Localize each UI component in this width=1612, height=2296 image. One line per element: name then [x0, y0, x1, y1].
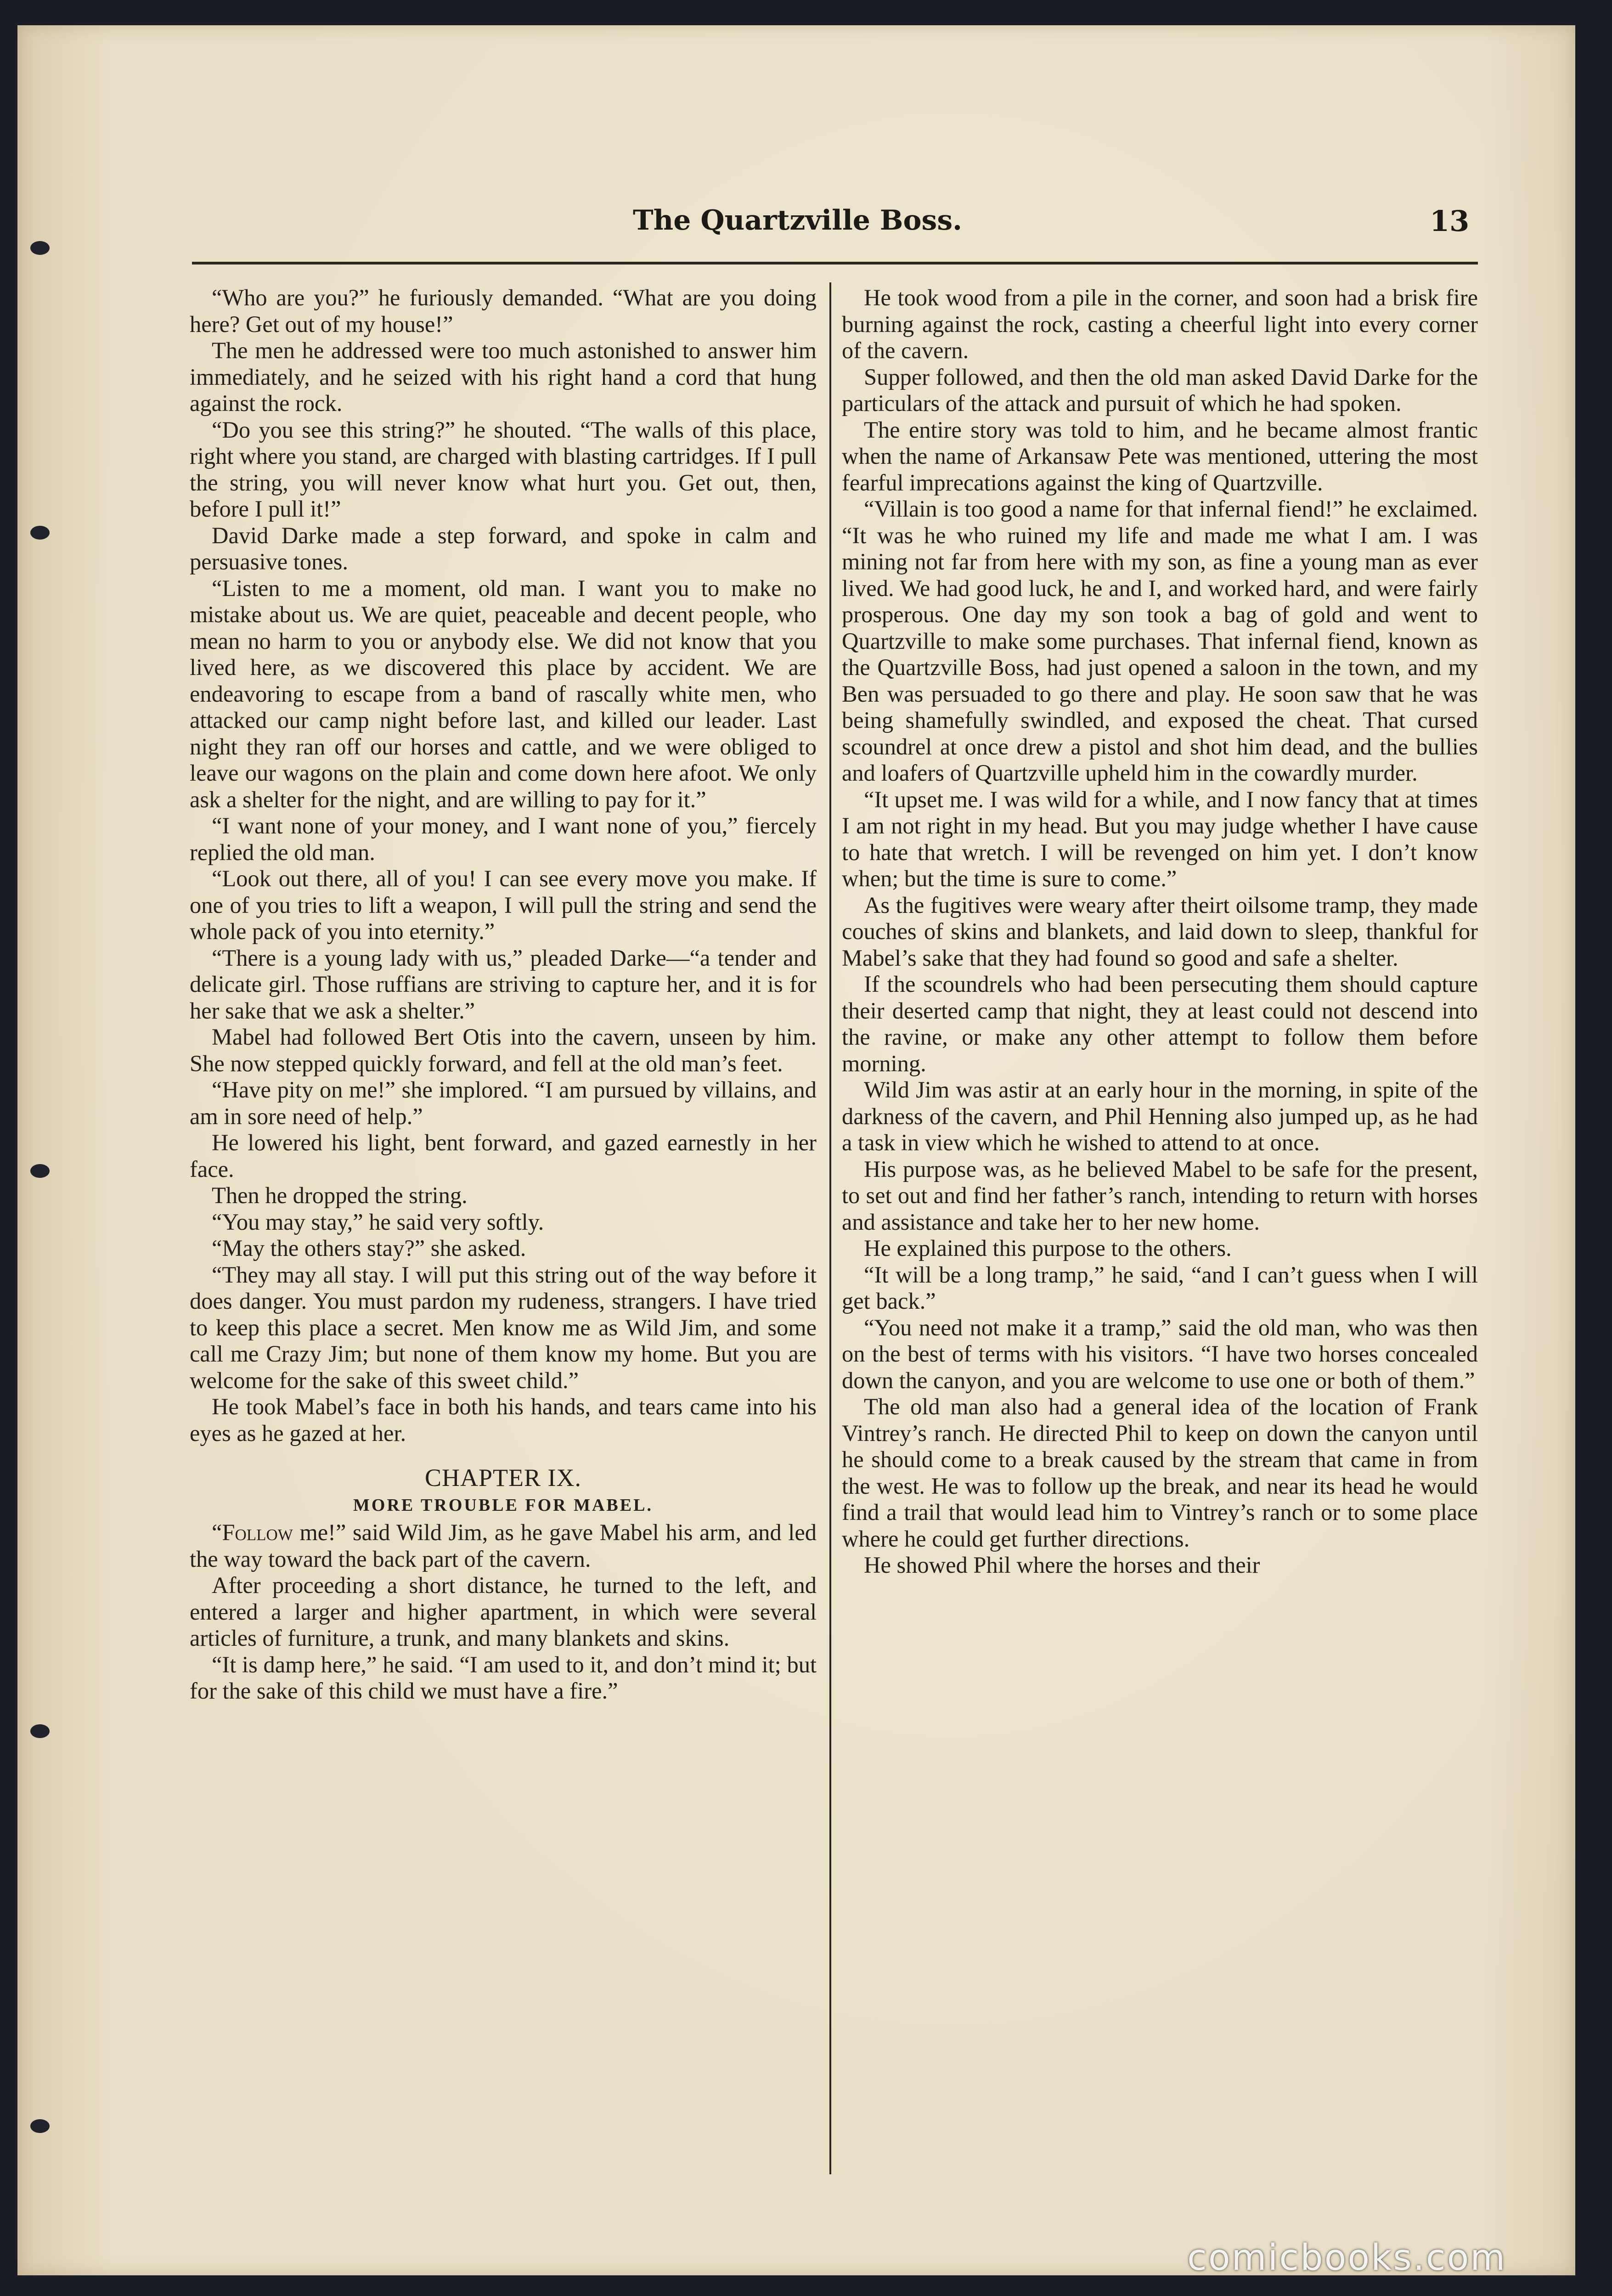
paragraph: “May the others stay?” she asked.: [212, 1235, 526, 1261]
paragraph: “Look out there, all of you! I can see every move you make. If one of you tries to lift a weapon, I will pull the string and send the whole pack of you into eternity.”: [190, 866, 817, 944]
paragraph: “There is a young lady with us,” pleaded Darke—“a tender and delicate girl. Those ruffians are striving to capture her, and it is for her sake that we ask a shelter.”: [190, 945, 817, 1024]
paragraph: If the scoundrels who had been persecuting them should capture their deserted camp that night, they at least could not descend into the ravine, or make any other attempt to follow them before morning.: [842, 971, 1478, 1076]
running-header: [17, 181, 1575, 236]
paragraph: The men he addressed were too much astonished to answer him immediately, and he seized with his right hand a cord that hung against the rock.: [190, 338, 817, 416]
binding-hole: [30, 1724, 50, 1738]
binding-hole: [30, 2119, 50, 2133]
paragraph: “They may all stay. I will put this string out of the way before it does danger. You must pardon my rudeness, strangers. I have tried to keep this place a secret. Men know me as Wild Jim, and some call me Crazy Jim; but none of them know my home. But you are welcome for the sake of this sweet child.”: [190, 1261, 817, 1393]
chapter-opening-word: “Follow: [212, 1519, 293, 1545]
paragraph: “It is damp here,” he said. “I am used to it, and don’t mind it; but for the sake of this child we must have a fire.”: [190, 1651, 817, 1704]
paragraph: “Who are you?” he furiously demanded. “What are you doing here? Get out of my house!”: [190, 285, 817, 337]
paragraph: He explained this purpose to the others.: [864, 1235, 1232, 1261]
left-column: [190, 285, 817, 1705]
paragraph: “Villain is too good a name for that infernal fiend!” he exclaimed. “It was he who ruined my life and made me what I am. I was mining not far from here with my son, as fine a young man as ever lived. We had good luck, he and I, and worked hard, and were fairly prosperous. One day my son took a bag of gold and went to Quartzville to make some purchases. That infernal fiend, known as the Quartzville Boss, had just opened a saloon in the town, and my Ben was persuaded to go there and play. He soon saw that he was being shamefully swindled, and exposed the cheat. That cursed scoundrel at once drew a pistol and shot him dead, and the bullies and loafers of Quartzville upheld him in the cowardly murder.: [842, 496, 1478, 786]
paragraph: As the fugitives were weary after theirt oilsome tramp, they made couches of skins and blankets, and laid down to sleep, thankful for Mabel’s sake that they had found so good and safe a shelter.: [842, 892, 1478, 971]
binding-hole: [30, 1164, 50, 1178]
paragraph: David Darke made a step forward, and spoke in calm and persuasive tones.: [190, 522, 817, 574]
paragraph: Wild Jim was astir at an early hour in the morning, in spite of the darkness of the cavern, and Phil Henning also jumped up, as he had a task in view which he wished to attend to at once.: [842, 1077, 1478, 1155]
column-divider: [829, 282, 831, 2174]
chapter-opening-text: me!” said Wild Jim, as he gave Mabel his arm, and led the way toward the back part of the cavern.: [190, 1519, 817, 1572]
paragraph: Then he dropped the string.: [212, 1182, 468, 1208]
paragraph: “Listen to me a moment, old man. I want you to make no mistake about us. We are quiet, peaceable and decent people, who mean no harm to you or anybody else. We did not know that you lived here, as we discovered this place by accident. We are endeavoring to escape from a band of rascally white men, who attacked our camp night before last, and killed our leader. Last night they ran off our horses and cattle, and we were obliged to leave our wagons on the plain and come down here afoot. We only ask a shelter for the night, and are willing to pay for it.”: [190, 575, 817, 812]
paragraph: “Have pity on me!” she implored. “I am pursued by villains, and am in sore need of help.”: [190, 1077, 817, 1129]
header-rule: [192, 262, 1478, 264]
paragraph: “You need not make it a tramp,” said the old man, who was then on the best of terms with his visitors. “I have two horses concealed down the canyon, and you are welcome to use one or both of them.”: [842, 1314, 1478, 1393]
chapter-subtitle: MORE TROUBLE FOR MABEL.: [353, 1495, 653, 1515]
watermark: comicbooks.com: [1187, 2237, 1507, 2279]
page-number: 13: [1430, 204, 1470, 238]
paragraph: “It will be a long tramp,” he said, “and I can’t guess when I will get back.”: [842, 1261, 1478, 1314]
book-page: [17, 25, 1575, 2275]
binding-hole: [30, 526, 50, 540]
chapter-title: CHAPTER IX.: [424, 1464, 581, 1491]
paragraph: “Do you see this string?” he shouted. “The walls of this place, right where you stand, are charged with blasting cartridges. If I pull the string, you will never know what hurt you. Get out, then, before I pull it!”: [190, 416, 817, 522]
paragraph: After proceeding a short distance, he turned to the left, and entered a larger and higher apartment, in which were several articles of furniture, a trunk, and many blankets and skins.: [190, 1572, 817, 1651]
paragraph: The old man also had a general idea of the location of Frank Vintrey’s ranch. He directed Phil to keep on down the canyon until he should come to a break caused by the stream that came in from the west. He was to follow up the break, and near its head he would find a trail that would lead him to Vintrey’s ranch or to some place where he could get further directions.: [842, 1394, 1478, 1552]
running-title: The Quartzville Boss.: [633, 204, 962, 236]
paragraph: He lowered his light, bent forward, and gazed earnestly in her face.: [190, 1130, 817, 1182]
right-column: [842, 285, 1478, 1579]
chapter-opening-paragraph: [190, 1519, 817, 1572]
paragraph: Mabel had followed Bert Otis into the cavern, unseen by him. She now stepped quickly forward, and fell at the old man’s feet.: [190, 1024, 817, 1076]
paragraph: The entire story was told to him, and he became almost frantic when the name of Arkansaw Pete was mentioned, uttering the most fearful imprecations against the king of Quartzville.: [842, 416, 1478, 495]
paragraph: “I want none of your money, and I want none of you,” fiercely replied the old man.: [190, 813, 817, 865]
paragraph: “You may stay,” he said very softly.: [212, 1209, 544, 1235]
paragraph: “It upset me. I was wild for a while, and I now fancy that at times I am not right in my head. But you may judge whether I have cause to hate that wretch. I will be revenged on him yet. I don’t know when; but the time is sure to come.”: [842, 786, 1478, 891]
binding-hole: [30, 241, 50, 255]
paragraph: He took wood from a pile in the corner, and soon had a brisk fire burning against the rock, casting a cheerful light into every corner of the cavern.: [842, 285, 1478, 363]
paragraph: Supper followed, and then the old man asked David Darke for the particulars of the attack and pursuit of which he had spoken.: [842, 364, 1478, 416]
paragraph: He took Mabel’s face in both his hands, and tears came into his eyes as he gazed at her.: [190, 1394, 817, 1446]
paragraph: His purpose was, as he believed Mabel to be safe for the present, to set out and find her father’s ranch, intending to return with horses and assistance and take her to her new home.: [842, 1156, 1478, 1235]
paragraph: He showed Phil where the horses and their: [864, 1552, 1260, 1578]
